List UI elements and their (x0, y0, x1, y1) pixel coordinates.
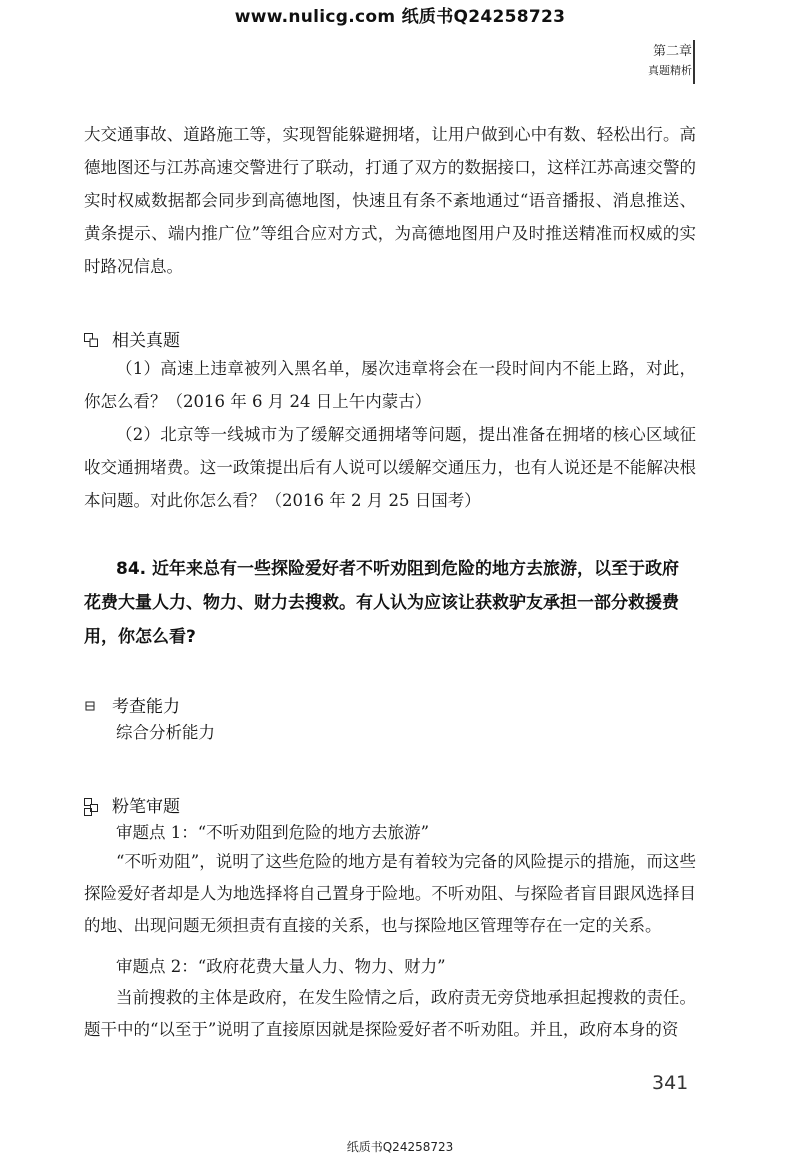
analysis-point-2-title: 审题点 2：“政府花费大量人力、物力、财力” (116, 957, 446, 976)
intro-paragraph: 大交通事故、道路施工等，实现智能躲避拥堵，让用户做到心中有数、轻松出行。高德地图还与江苏高速交警进行了联动，打通了双方的数据接口，这样江苏高速交警的实时权威数据都会同步到高德地图，快速且有条不紊地通过“语音播报、消息推送、黄条提示、端内推广位”等组合应对方式，为高德地图用户及时推送精准而权威的实时路况信息。 (84, 125, 696, 276)
related-questions-heading (84, 326, 180, 351)
analysis-point-2-text: 当前搜救的主体是政府，在发生险情之后，政府责无旁贷地承担起搜救的责任。题干中的“以至于”说明了直接原因就是探险爱好者不听劝阻。并且，政府本身的资 (84, 988, 696, 1039)
related-question-item: （1）高速上违章被列入黑名单，屡次违章将会在一段时间内不能上路，对此，你怎么看？（2016 年 6 月 24 日上午内蒙古） (84, 359, 696, 411)
analysis-heading (84, 792, 180, 817)
section-marker-icon (84, 798, 98, 812)
ability-title: 考查能力 (112, 697, 180, 717)
analysis-point-1-title: 审题点 1：“不听劝阻到危险的地方去旅游” (116, 823, 430, 842)
question-84: 84. 近年来总有一些探险爱好者不听劝阻到危险的地方去旅游，以至于政府花费大量人力、物力、财力去搜救。有人认为应该让获救驴友承担一部分救援费用，你怎么看? (84, 559, 680, 647)
top-watermark: www.nulicg.com 纸质书Q24258723 (234, 7, 566, 27)
chapter-subtitle: 真题精析 (648, 64, 692, 77)
section-marker-icon (84, 332, 98, 346)
related-question-item: （2）北京等一线城市为了缓解交通拥堵等问题，提出准备在拥堵的核心区域征收交通拥堵费。这一政策提出后有人说可以缓解交通压力，也有人说还是不能解决根本问题。对此你怎么看？（2016 年 2 月 25 日国考） (84, 425, 696, 510)
chapter-number: 第二章 (652, 44, 692, 59)
analysis-title: 粉笔审题 (112, 797, 180, 817)
bottom-watermark: 纸质书Q24258723 (346, 1140, 454, 1154)
chapter-divider (693, 40, 695, 84)
chapter-header (648, 42, 692, 80)
related-questions-title: 相关真题 (112, 331, 180, 351)
ability-heading (84, 692, 180, 717)
ability-content: 综合分析能力 (116, 723, 215, 742)
section-marker-icon (84, 698, 98, 712)
analysis-point-1-text: “不听劝阻”，说明了这些危险的地方是有着较为完备的风险提示的措施，而这些探险爱好者却是人为地选择将自己置身于险地。不听劝阻、与探险者盲目跟风选择目的地、出现问题无须担责有直接的关系，也与探险地区管理等存在一定的关系。 (84, 852, 696, 935)
page-number: 341 (652, 1072, 689, 1094)
